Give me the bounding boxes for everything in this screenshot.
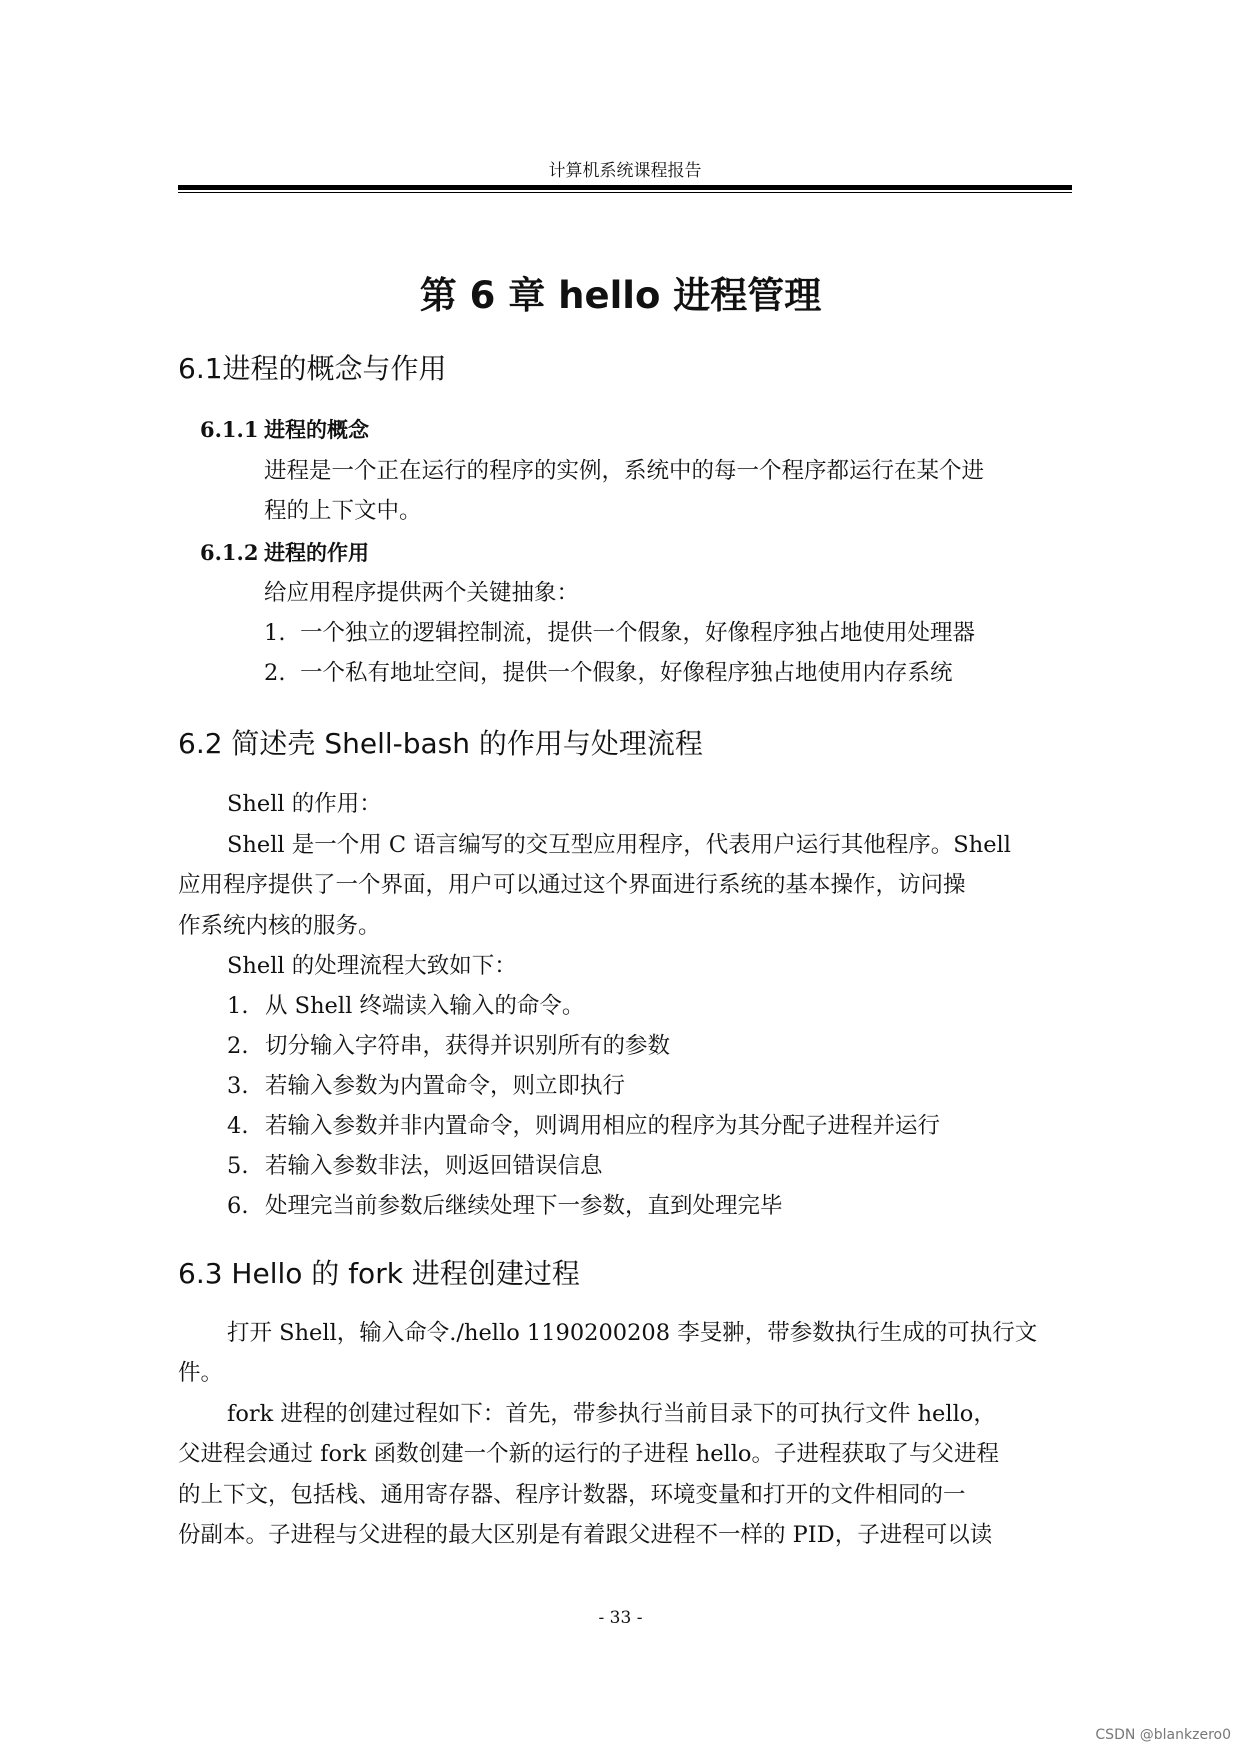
paragraph-line: 进程是一个正在运行的程序的实例，系统中的每一个程序都运行在某个进 <box>264 458 985 484</box>
paragraph-line: 应用程序提供了一个界面，用户可以通过这个界面进行系统的基本操作，访问操 <box>178 872 966 898</box>
list-item <box>227 1191 783 1221</box>
section-6-3-heading: 6.3 Hello 的 fork 进程创建过程 <box>178 1257 580 1290</box>
subsection-number: 6.1.1 <box>200 417 259 442</box>
list-item <box>264 618 975 648</box>
subsection-number: 6.1.2 <box>200 540 259 565</box>
header-rule-thin <box>178 192 1072 193</box>
subsection-6-1-2-heading <box>200 539 369 567</box>
page-number: - 33 - <box>598 1608 643 1628</box>
list-text: 若输入参数为内置命令，则立即执行 <box>265 1073 626 1099</box>
paragraph-line: fork 进程的创建过程如下：首先，带参执行当前目录下的可执行文件 hello， <box>227 1401 996 1427</box>
list-item <box>227 1071 625 1101</box>
paragraph-line: Shell 是一个用 C 语言编写的交互型应用程序，代表用户运行其他程序。Shell <box>227 832 1011 858</box>
running-header: 计算机系统课程报告 <box>548 161 702 181</box>
paragraph-line: Shell 的作用： <box>227 791 382 817</box>
list-number: 6. <box>227 1193 249 1219</box>
list-text: 一个私有地址空间，提供一个假象，好像程序独占地使用内存系统 <box>300 660 953 686</box>
paragraph-line: 件。 <box>178 1360 224 1386</box>
list-number: 5. <box>227 1153 249 1179</box>
subsection-6-1-1-heading <box>200 416 369 444</box>
list-number: 3. <box>227 1073 249 1099</box>
paragraph-line: 的上下文，包括栈、通用寄存器、程序计数器，环境变量和打开的文件相同的一 <box>178 1482 966 1508</box>
list-text: 处理完当前参数后继续处理下一参数，直到处理完毕 <box>265 1193 783 1219</box>
paragraph-line: 作系统内核的服务。 <box>178 913 381 939</box>
list-text: 从 Shell 终端读入输入的命令。 <box>265 993 585 1019</box>
section-6-2-heading: 6.2 简述壳 Shell-bash 的作用与处理流程 <box>178 727 703 760</box>
header-rule-thick <box>178 185 1072 190</box>
paragraph-line: Shell 的处理流程大致如下： <box>227 953 517 979</box>
list-text: 一个独立的逻辑控制流，提供一个假象，好像程序独占地使用处理器 <box>300 620 976 646</box>
paragraph-line: 打开 Shell，输入命令./hello 1190200208 李旻翀，带参数执行生成的可执行文 <box>227 1320 1038 1346</box>
list-number: 2. <box>264 660 286 686</box>
list-number: 1. <box>264 620 286 646</box>
list-item <box>264 658 953 688</box>
paragraph-line: 给应用程序提供两个关键抽象： <box>264 580 580 606</box>
subsection-title: 进程的作用 <box>264 541 369 565</box>
list-item <box>227 991 584 1021</box>
chapter-title: 第 6 章 hello 进程管理 <box>419 274 822 317</box>
list-item <box>227 1031 670 1061</box>
list-number: 1. <box>227 993 249 1019</box>
list-item <box>227 1151 603 1181</box>
list-text: 切分输入字符串，获得并识别所有的参数 <box>265 1033 671 1059</box>
paragraph-line: 父进程会通过 fork 函数创建一个新的运行的子进程 hello。子进程获取了与父进程 <box>178 1441 999 1467</box>
list-item <box>227 1111 940 1141</box>
list-text: 若输入参数并非内置命令，则调用相应的程序为其分配子进程并运行 <box>265 1113 941 1139</box>
list-text: 若输入参数非法，则返回错误信息 <box>265 1153 603 1179</box>
subsection-title: 进程的概念 <box>264 418 369 442</box>
paragraph-line: 份副本。子进程与父进程的最大区别是有着跟父进程不一样的 PID，子进程可以读 <box>178 1522 993 1548</box>
watermark: CSDN @blankzero0 <box>1095 1727 1231 1743</box>
list-number: 2. <box>227 1033 249 1059</box>
paragraph-line: 程的上下文中。 <box>264 498 422 524</box>
section-6-1-heading: 6.1进程的概念与作用 <box>178 352 447 385</box>
list-number: 4. <box>227 1113 249 1139</box>
